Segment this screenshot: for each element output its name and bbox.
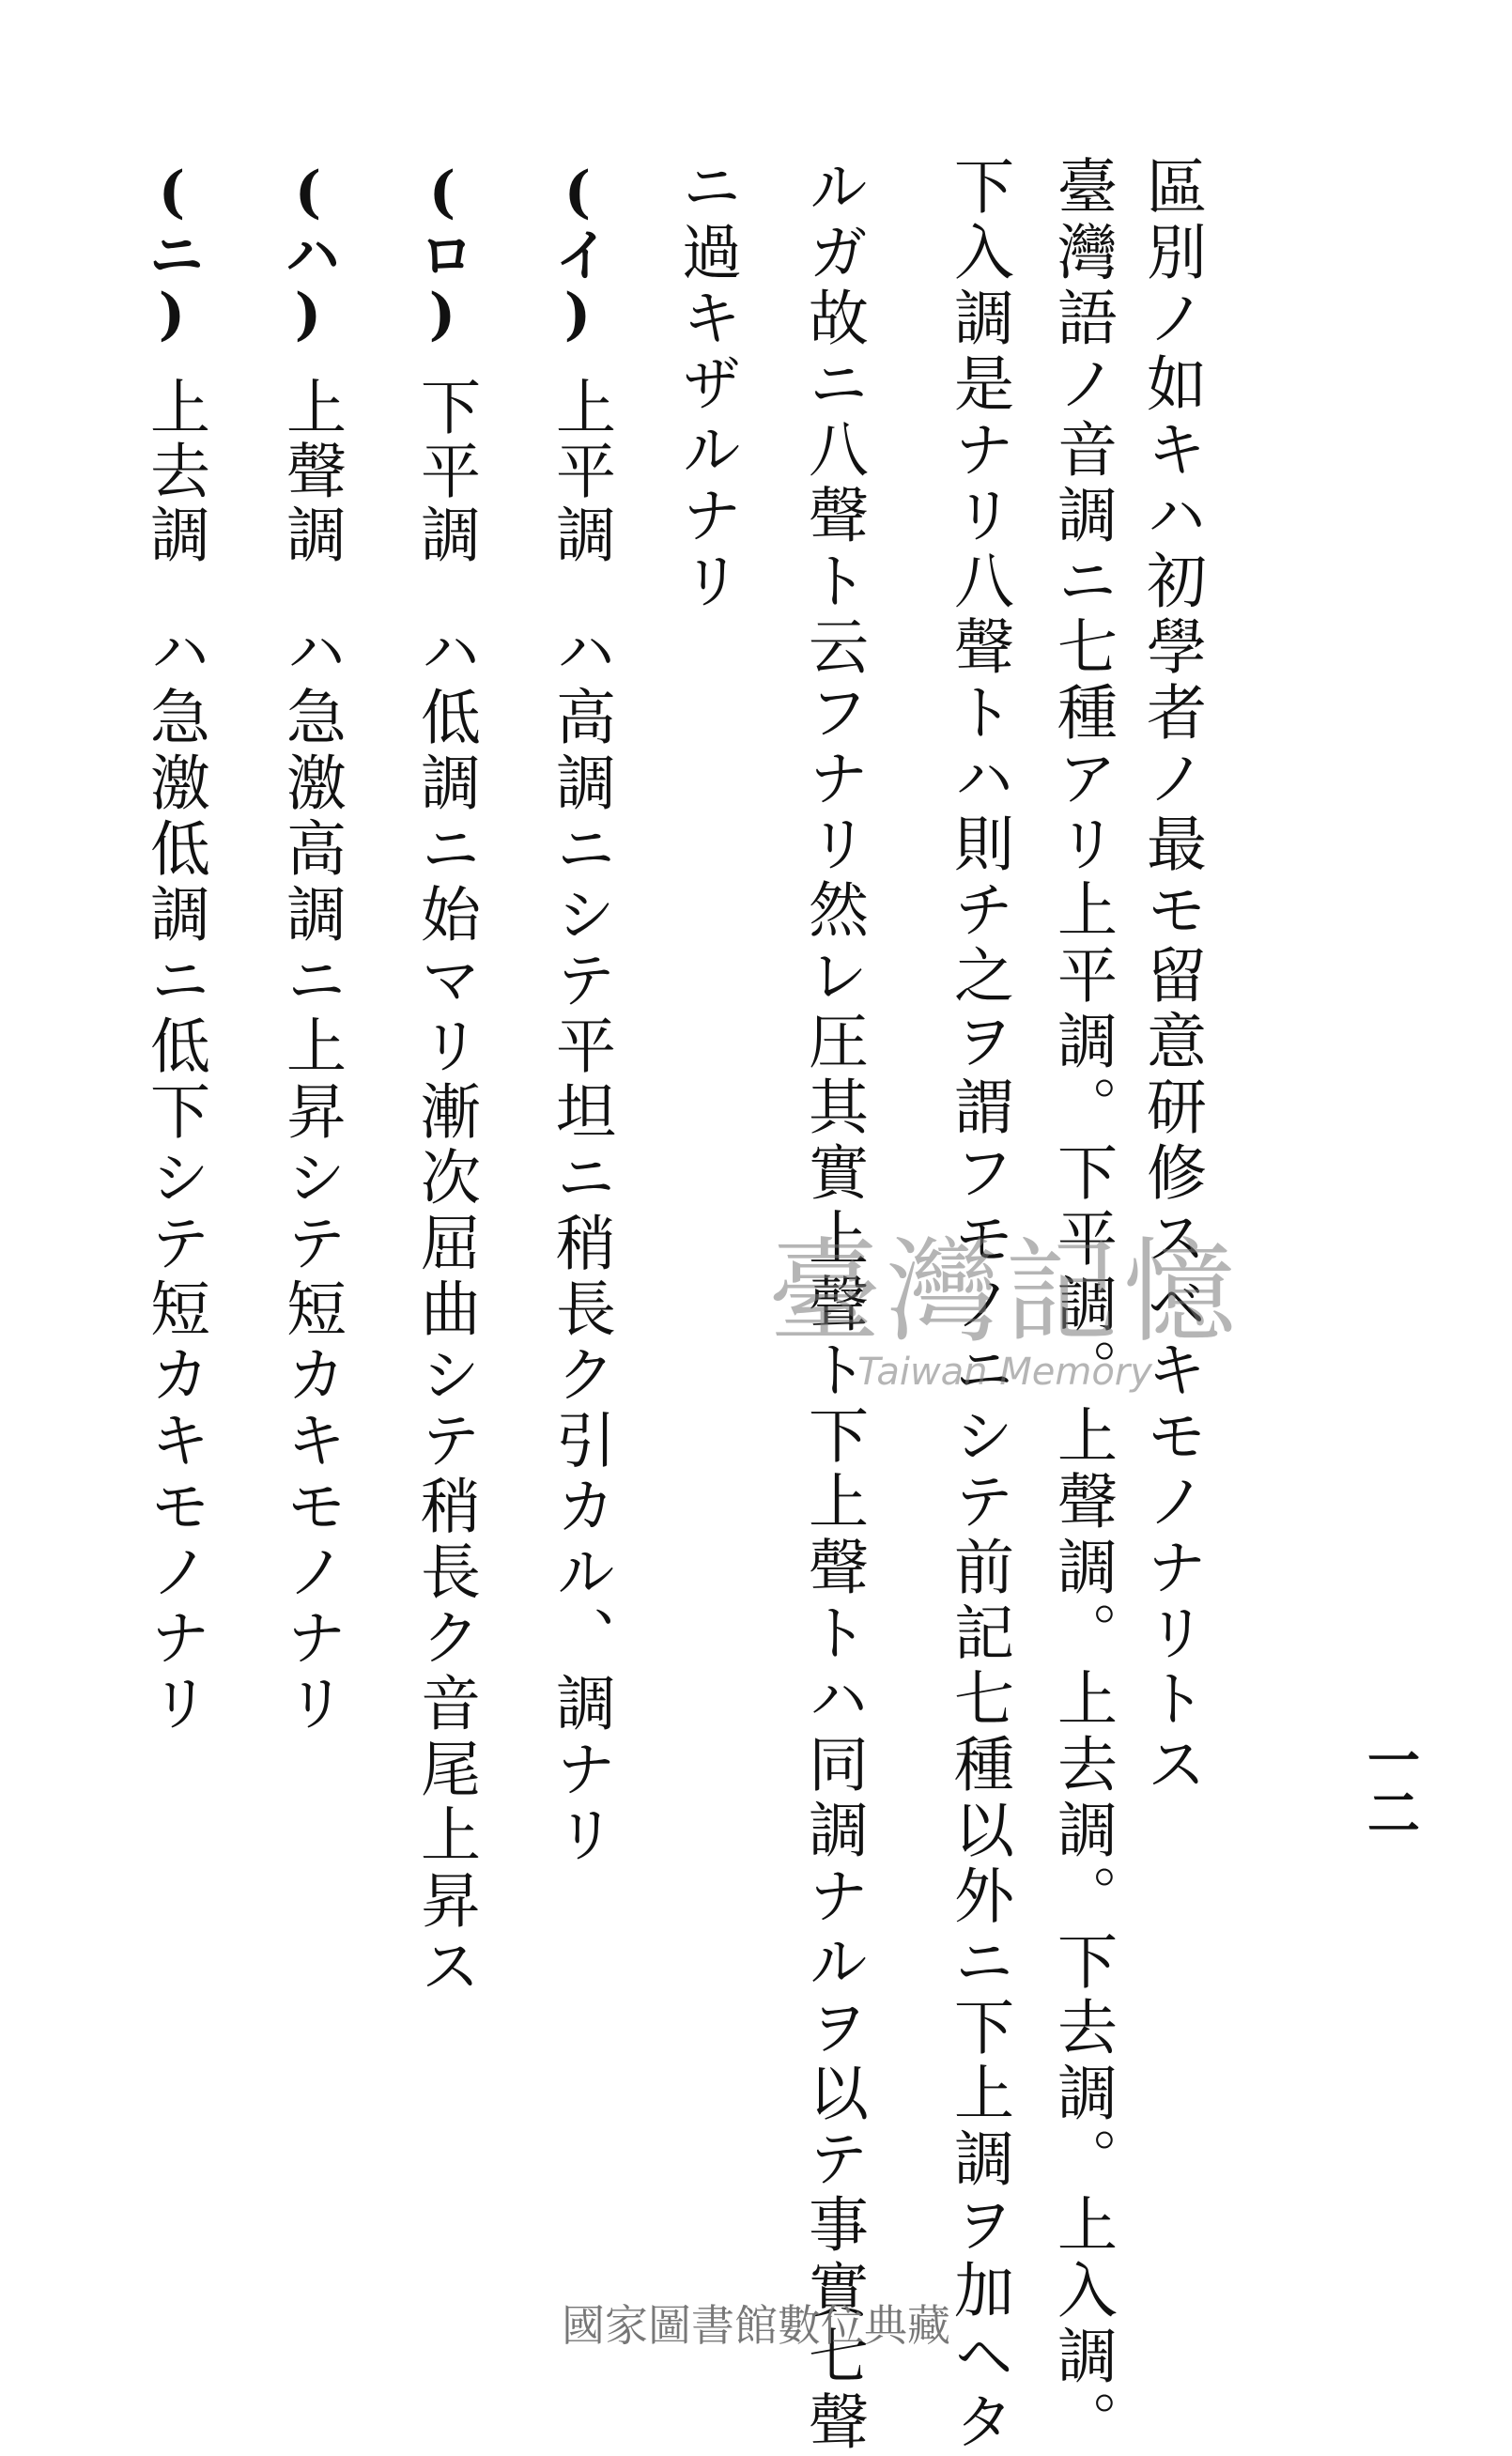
paragraph-line-4: ルガ故ニ八聲ト云フナリ然レ圧其實上聲ト下上聲トハ同調ナルヲ以テ事實七聲 [798,155,868,2456]
item-description-ro: ハ低調ニ始マリ漸次屈曲シテ稍長ク音尾上昇ス [410,620,480,2000]
page-number: 一二 [1359,1733,1421,1838]
item-description-ha: ハ急激高調ニ上昇シテ短カキモノナリ [276,620,346,1738]
item-marker-ni: (ニ) [139,160,205,348]
paragraph-line-3: 下入調是ナリ八聲トハ則チ之ヲ謂フモノニシテ前記七種以外ニ下上調ヲ加ヘタ [944,155,1013,2456]
item-description-ni: ハ急激低調ニ低下シテ短カキモノナリ [140,620,209,1738]
paragraph-line-5: ニ過キザルナリ [671,155,741,615]
watermark [742,1202,1268,1394]
paragraph-line-2: 臺灣語ノ音調ニ七種アリ上平調。下平調。上聲調。上去調。下去調。上入調。 [1047,155,1117,2456]
item-term-ro: 下平調 [410,376,480,567]
item-description-i: ハ高調ニシテ平坦ニ稍長ク引カル、調ナリ [546,620,615,1869]
item-term-ha: 上聲調 [276,376,346,567]
item-term-i: 上平調 [546,376,615,567]
paragraph-line-1: 區別ノ如キハ初學者ノ最モ留意研修スベキモノナリトス [1136,155,1206,1799]
item-term-ni: 上去調 [140,376,209,567]
footer-credit: 國家圖書館數位典藏 [562,2300,950,2351]
watermark-sub: Taiwan Memory [857,1351,1152,1394]
item-marker-ha: (ハ) [275,160,341,348]
item-marker-ro: (ロ) [409,160,475,348]
item-marker-i: (イ) [545,160,610,348]
watermark-main: 臺灣記憶 [768,1228,1242,1358]
